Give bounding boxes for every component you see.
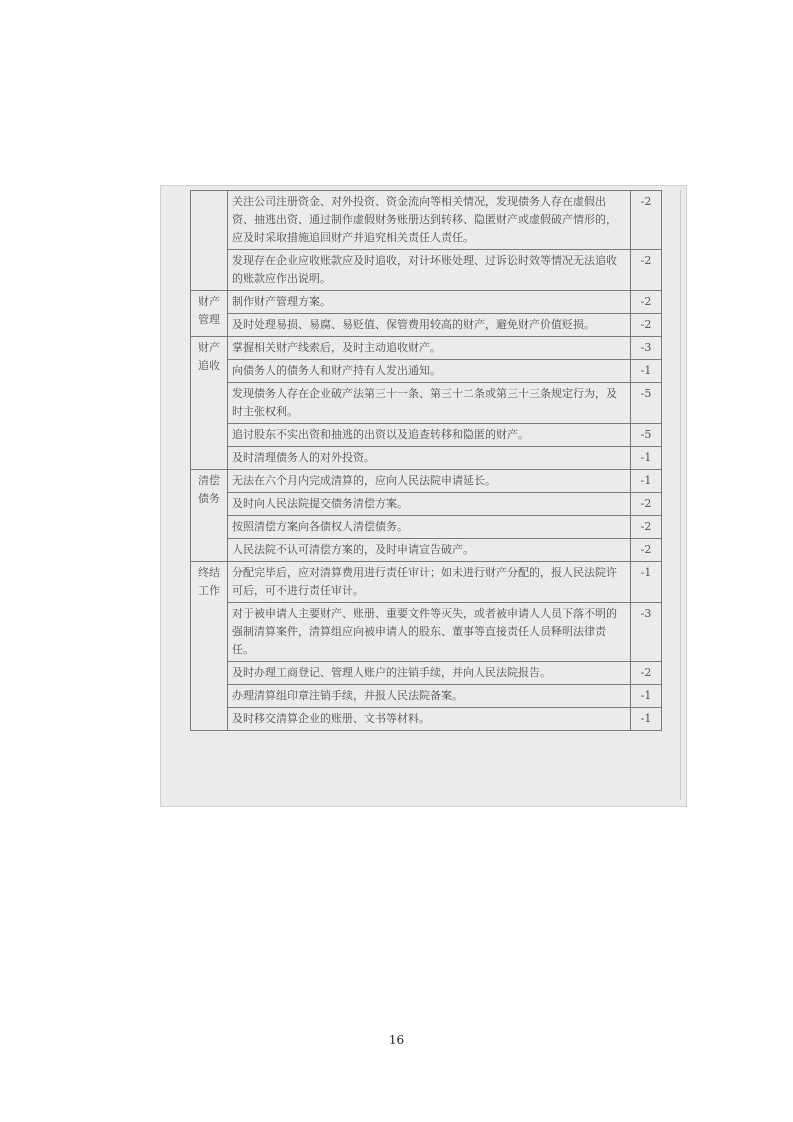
item-score: -2	[631, 539, 662, 562]
table-row	[191, 424, 662, 447]
item-score: -3	[631, 603, 662, 662]
table-row	[191, 516, 662, 539]
item-score: -5	[631, 424, 662, 447]
item-description: 按照清偿方案向各债权人清偿债务。	[228, 516, 631, 539]
table-row	[191, 360, 662, 383]
item-description: 发现债务人存在企业破产法第三十一条、第三十二条或第三十三条规定行为，及时主张权利。	[228, 383, 631, 424]
item-score: -2	[631, 291, 662, 314]
category-label: 工作	[198, 584, 220, 597]
table-row	[191, 470, 662, 493]
item-score: -2	[631, 250, 662, 291]
item-score: -2	[631, 191, 662, 250]
page-number: 16	[388, 1033, 405, 1047]
table-row	[191, 562, 662, 603]
table-shadow-edge	[680, 190, 681, 800]
table-row	[191, 250, 662, 291]
table-row	[191, 493, 662, 516]
item-score: -1	[631, 708, 662, 731]
item-score: -2	[631, 493, 662, 516]
category-property-recovery	[191, 337, 228, 470]
item-description: 及时办理工商登记、管理人账户的注销手续，并向人民法院报告。	[228, 662, 631, 685]
item-description: 对于被申请人主要财产、账册、重要文件等灭失，或者被申请人人员下落不明的强制清算案件，清算组应向被申请人的股东、董事等直接责任人员释明法律责任。	[228, 603, 631, 662]
item-description: 及时向人民法院提交债务清偿方案。	[228, 493, 631, 516]
item-description: 制作财产管理方案。	[228, 291, 631, 314]
category-label: 管理	[198, 313, 220, 326]
category-closing-work	[191, 562, 228, 731]
item-description: 关注公司注册资金、对外投资、资金流向等相关情况，发现债务人存在虚假出资、抽逃出资、通过制作虚假财务账册达到转移、隐匿财产或虚假破产情形的，应及时采取措施追回财产并追究相关责任人责任。	[228, 191, 631, 250]
item-description: 及时清理债务人的对外投资。	[228, 447, 631, 470]
item-score: -1	[631, 470, 662, 493]
table-row	[191, 291, 662, 314]
item-score: -1	[631, 562, 662, 603]
item-description: 及时处理易损、易腐、易贬值、保管费用较高的财产，避免财产价值贬损。	[228, 314, 631, 337]
assessment-table	[190, 190, 662, 731]
item-description: 追讨股东不实出资和抽逃的出资以及追查转移和隐匿的财产。	[228, 424, 631, 447]
category-label: 财产	[198, 341, 220, 354]
table-row	[191, 603, 662, 662]
item-description: 发现存在企业应收账款应及时追收，对计坏账处理、过诉讼时效等情况无法追收的账款应作出说明。	[228, 250, 631, 291]
item-description: 分配完毕后，应对清算费用进行责任审计；如未进行财产分配的，报人民法院许可后，可不进行责任审计。	[228, 562, 631, 603]
table-row	[191, 337, 662, 360]
item-description: 掌握相关财产线索后，及时主动追收财产。	[228, 337, 631, 360]
category-label: 清偿	[198, 474, 220, 487]
category-property-management	[191, 291, 228, 337]
item-score: -3	[631, 337, 662, 360]
item-description: 办理清算组印章注销手续，并报人民法院备案。	[228, 685, 631, 708]
table-row	[191, 191, 662, 250]
table-row	[191, 314, 662, 337]
table-row	[191, 447, 662, 470]
item-description: 向债务人的债务人和财产持有人发出通知。	[228, 360, 631, 383]
item-description: 无法在六个月内完成清算的，应向人民法院申请延长。	[228, 470, 631, 493]
category-label: 财产	[198, 295, 220, 308]
table-row	[191, 539, 662, 562]
item-score: -2	[631, 662, 662, 685]
item-score: -1	[631, 685, 662, 708]
category-label: 追收	[198, 359, 220, 372]
category-label: 终结	[198, 566, 220, 579]
category-cell-continued	[191, 191, 228, 291]
item-score: -5	[631, 383, 662, 424]
item-score: -2	[631, 516, 662, 539]
table-row	[191, 685, 662, 708]
item-description: 及时移交清算企业的账册、文书等材料。	[228, 708, 631, 731]
item-score: -1	[631, 447, 662, 470]
table-row	[191, 662, 662, 685]
item-score: -2	[631, 314, 662, 337]
category-debt-settlement	[191, 470, 228, 562]
item-score: -1	[631, 360, 662, 383]
category-label: 债务	[198, 492, 220, 505]
table-row	[191, 383, 662, 424]
table-row	[191, 708, 662, 731]
item-description: 人民法院不认可清偿方案的，及时申请宣告破产。	[228, 539, 631, 562]
